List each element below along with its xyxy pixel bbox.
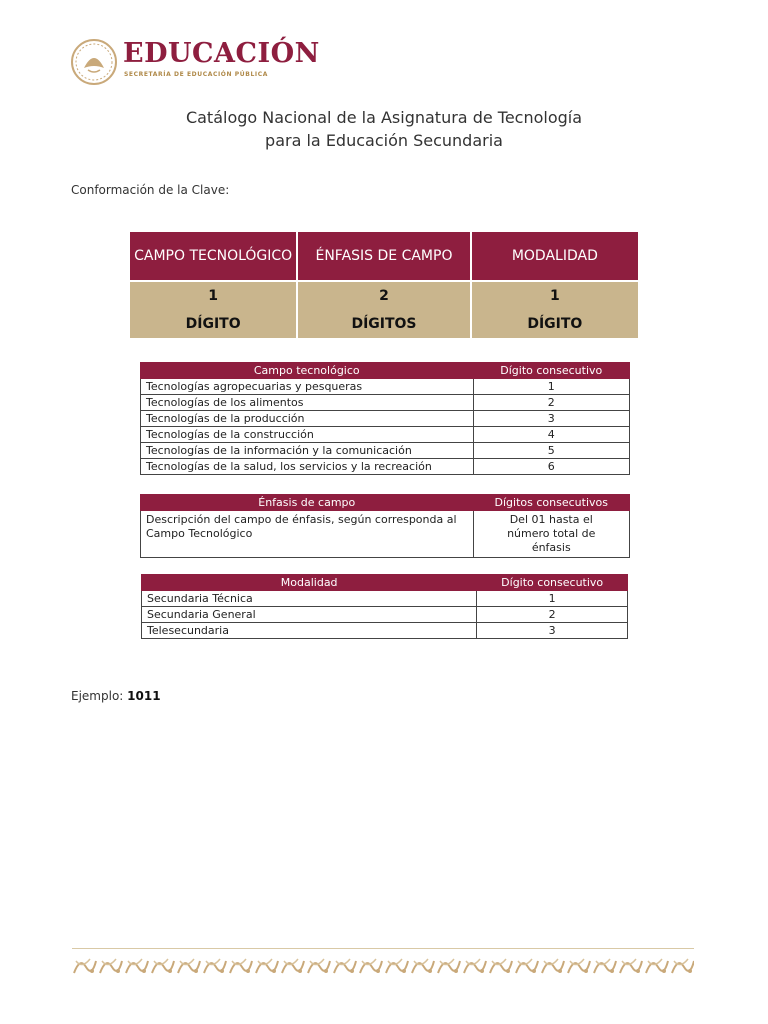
eagle-seal-icon: [70, 38, 118, 86]
table-cell: 3: [473, 411, 629, 427]
campo-tecnologico-table: [140, 362, 630, 475]
table-row: [142, 607, 628, 623]
table-cell: Tecnologías agropecuarias y pesqueras: [141, 379, 474, 395]
table-cell: 4: [473, 427, 629, 443]
table-row: [141, 411, 630, 427]
table-cell: 1: [477, 591, 628, 607]
table-row: [141, 379, 630, 395]
footer-ornament-icon: [72, 955, 694, 977]
intro-text: Conformación de la Clave:: [71, 183, 230, 197]
column-header: Modalidad: [142, 575, 477, 591]
table-row: [142, 623, 628, 639]
key-digit-cell: [129, 281, 297, 339]
table-cell: Tecnologías de los alimentos: [141, 395, 474, 411]
table-cell: 1: [473, 379, 629, 395]
table-row: [141, 443, 630, 459]
table-row: [141, 511, 630, 558]
title-line-1: Catálogo Nacional de la Asignatura de Tecnología: [185, 108, 583, 127]
table-cell: Tecnologías de la información y la comunicación: [141, 443, 474, 459]
footer-divider: [72, 948, 694, 949]
table-cell: Secundaria General: [142, 607, 477, 623]
table-cell: 3: [477, 623, 628, 639]
table-cell: Tecnologías de la salud, los servicios y la recreación: [141, 459, 474, 475]
table-cell: Tecnologías de la construcción: [141, 427, 474, 443]
key-digit-cell: [471, 281, 639, 339]
column-header: Campo tecnológico: [141, 363, 474, 379]
key-digits-row: [129, 281, 639, 339]
key-header-modalidad: MODALIDAD: [471, 231, 639, 281]
table-header-row: [141, 363, 630, 379]
table-row: [141, 427, 630, 443]
table-header-row: [141, 495, 630, 511]
example-value: 1011: [127, 689, 161, 703]
key-structure-table: [128, 230, 640, 340]
table-row: [141, 395, 630, 411]
brand-title: EDUCACIÓN: [123, 38, 320, 69]
table-cell: 6: [473, 459, 629, 475]
brand-subtitle: SECRETARÍA DE EDUCACIÓN PÚBLICA: [124, 71, 268, 78]
key-digit-number: 1: [549, 288, 560, 304]
table-cell: Descripción del campo de énfasis, según corresponda al Campo Tecnológico: [141, 511, 474, 558]
key-digit-label: DÍGITO: [527, 316, 583, 332]
column-header: Énfasis de campo: [141, 495, 474, 511]
key-header-row: [129, 231, 639, 281]
title-line-2: para la Educación Secundaria: [265, 131, 503, 150]
modalidad-table: [141, 574, 628, 639]
table-cell: 2: [477, 607, 628, 623]
key-digit-label: DÍGITO: [185, 316, 241, 332]
key-digit-number: 2: [379, 288, 389, 304]
table-cell: 5: [473, 443, 629, 459]
example-label: Ejemplo:: [71, 689, 124, 703]
key-digit-number: 1: [208, 288, 219, 304]
column-header: Dígitos consecutivos: [473, 495, 629, 511]
table-header-row: [142, 575, 628, 591]
table-cell: Del 01 hasta el número total de énfasis: [473, 511, 629, 558]
table-row: [142, 591, 628, 607]
key-header-enfasis: ÉNFASIS DE CAMPO: [297, 231, 470, 281]
enfasis-campo-table: [140, 494, 630, 558]
table-cell: Secundaria Técnica: [142, 591, 477, 607]
table-cell: Telesecundaria: [142, 623, 477, 639]
key-digit-cell: [297, 281, 470, 339]
key-digit-label: DÍGITOS: [351, 316, 417, 332]
table-cell: 2: [473, 395, 629, 411]
table-row: [141, 459, 630, 475]
table-cell: Tecnologías de la producción: [141, 411, 474, 427]
column-header: Dígito consecutivo: [473, 363, 629, 379]
column-header: Dígito consecutivo: [477, 575, 628, 591]
page-title: [0, 106, 768, 152]
key-header-campo: CAMPO TECNOLÓGICO: [129, 231, 297, 281]
example-text: [71, 689, 161, 703]
